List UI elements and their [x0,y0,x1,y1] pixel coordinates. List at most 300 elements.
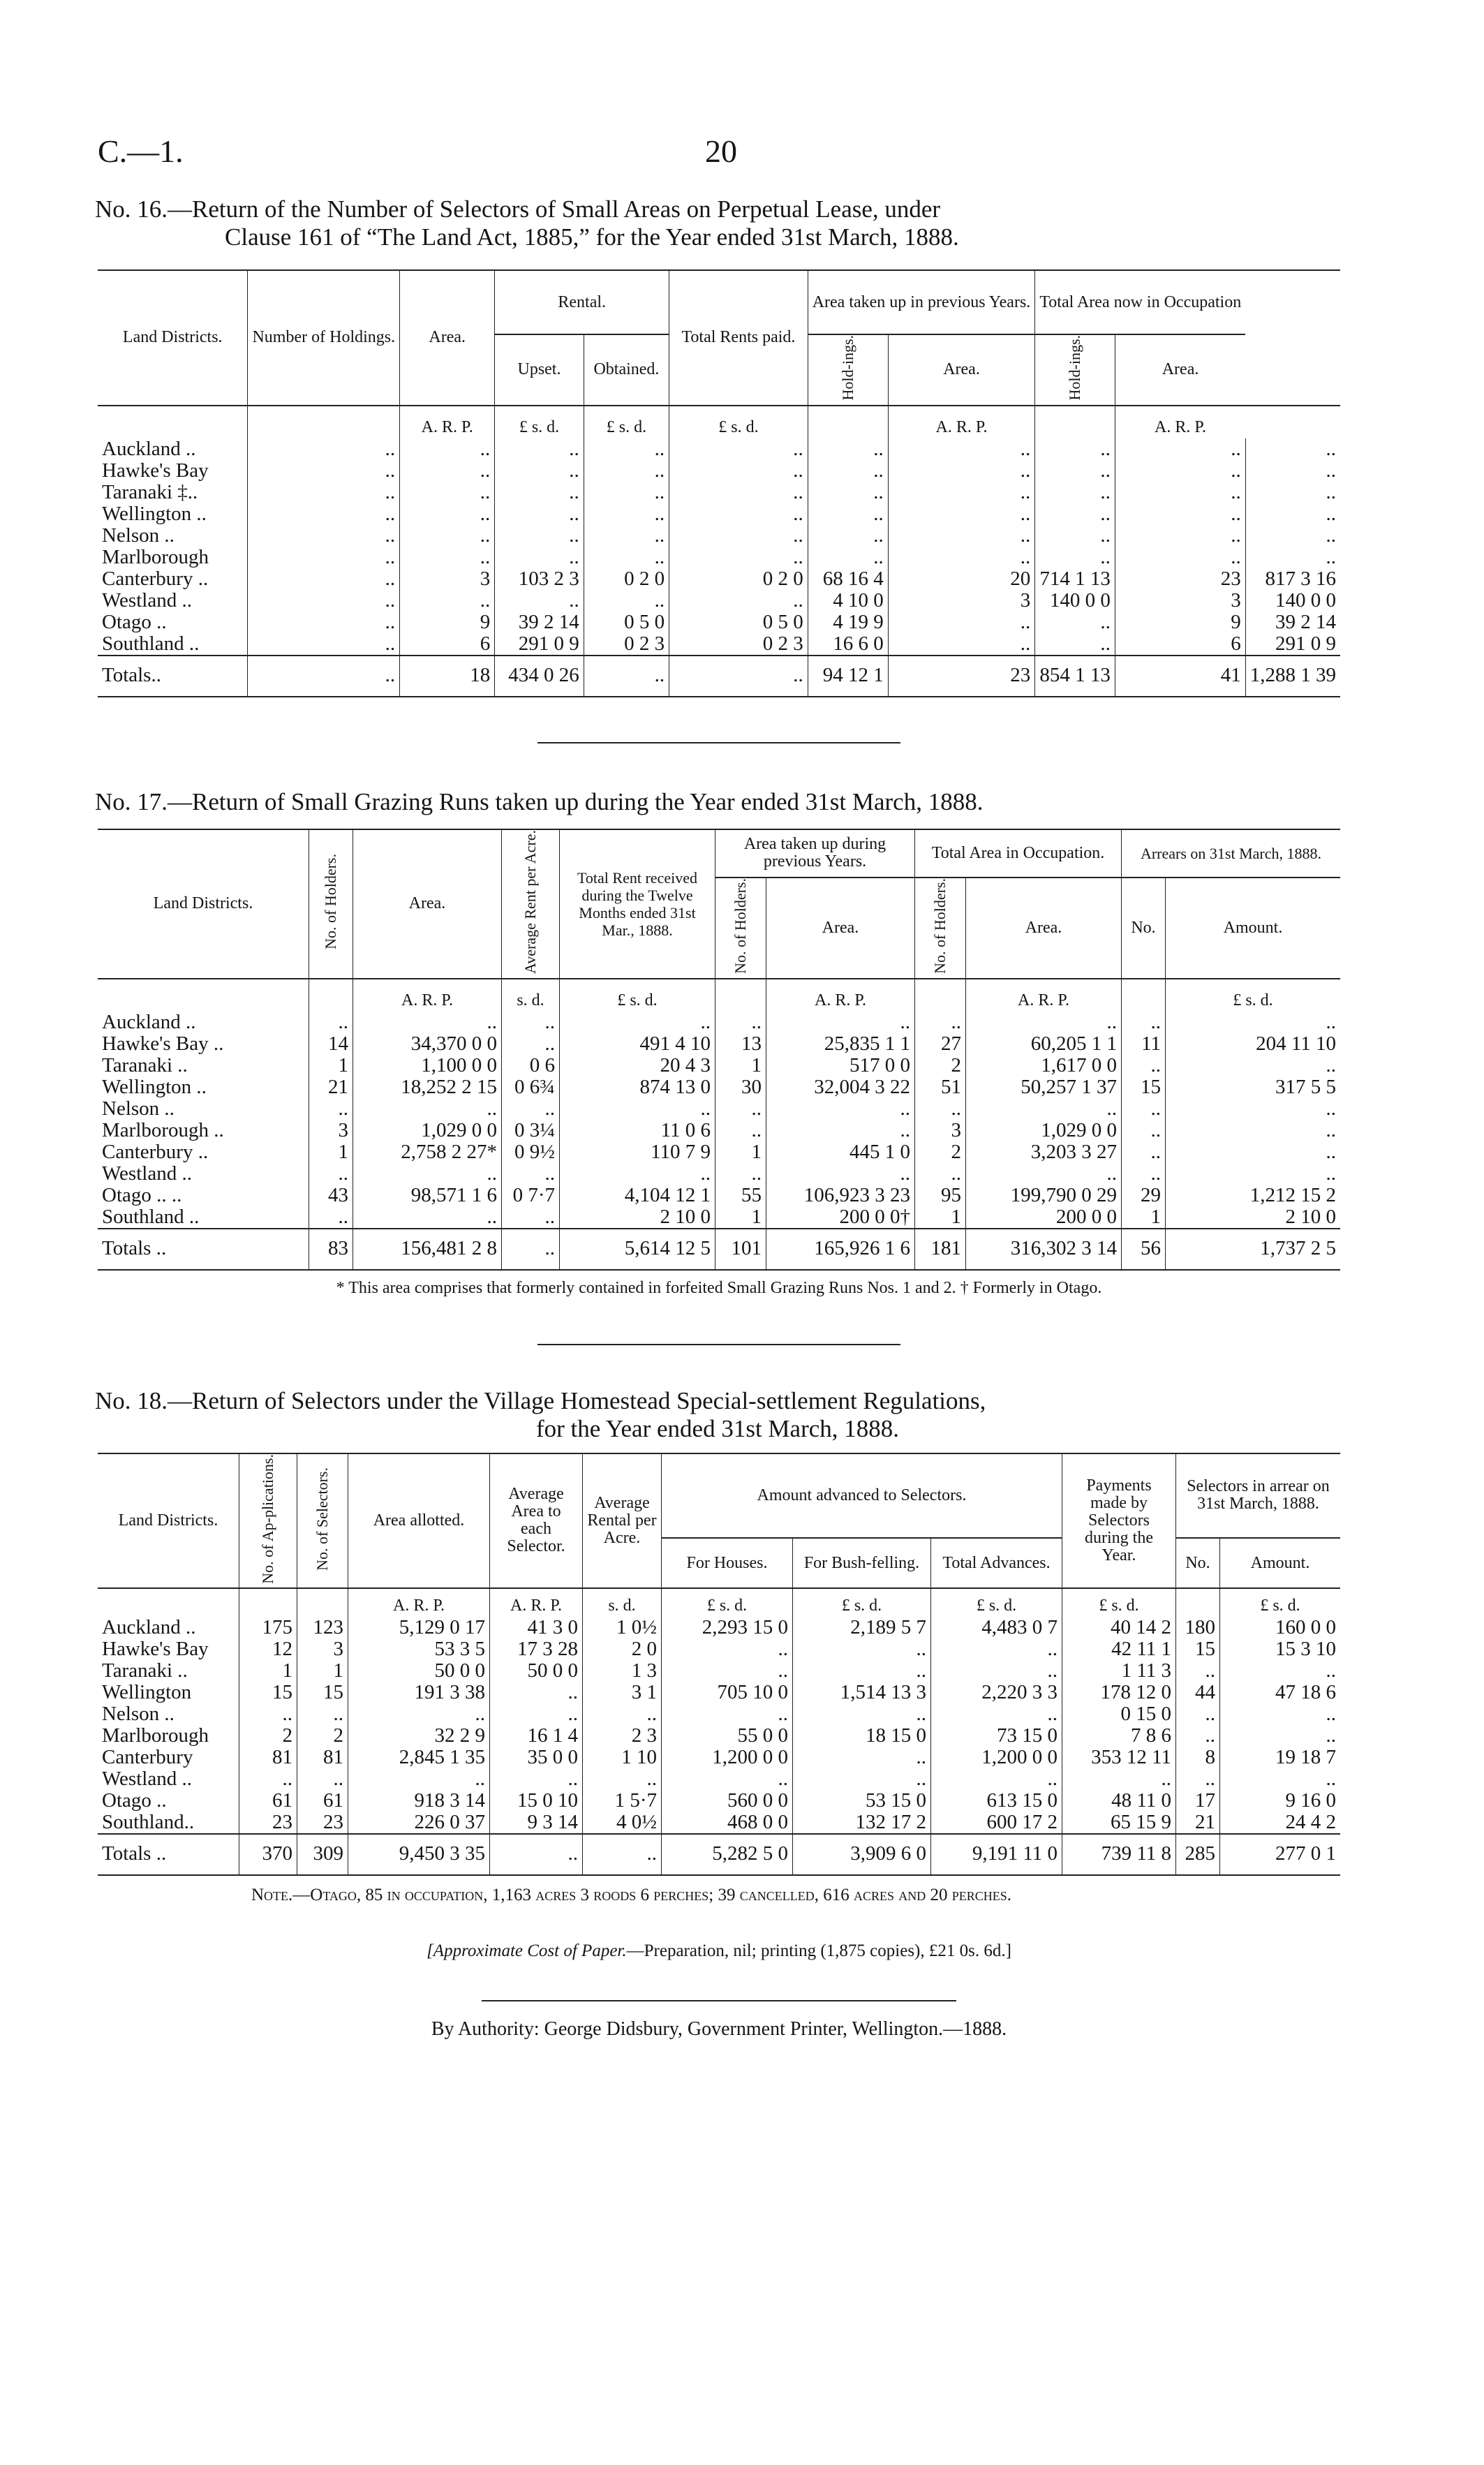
table-row [98,1682,1340,1703]
t18-col-arr-amount: Amount. [1250,1553,1310,1572]
table-cell: 61 [297,1790,348,1812]
table-cell: .. [1115,547,1245,568]
table-cell: .. [584,525,669,547]
table-cell: 2 3 [583,1725,662,1747]
table-cell: 2,189 5 7 [793,1617,931,1638]
table-cell: .. [1326,1659,1336,1682]
table17-title: No. 17.—Return of Small Grazing Runs taken up during the Year ended 31st March, 1888. [95,787,984,815]
table-cell: 83 [309,1229,353,1270]
table-cell: 11 [1122,1033,1166,1055]
table-cell: .. [1326,1162,1336,1185]
table-cell: 156,481 2 8 [353,1229,502,1270]
table-cell: 2 [915,1055,966,1076]
t18-unit: £ s. d. [931,1588,1062,1617]
table-cell: 53 15 0 [793,1790,931,1812]
table-cell: .. [248,460,400,482]
row-label: Taranaki .. [98,1055,309,1076]
table-cell: .. [1122,1120,1166,1141]
row-label: Auckland .. [98,1012,309,1033]
row-label: Taranaki .. [98,1660,239,1682]
t17-unit: £ s. d. [1233,991,1273,1009]
table-cell: 0 15 0 [1062,1703,1176,1725]
table-cell: .. [1326,545,1336,568]
row-label: Marlborough [98,547,248,568]
table18-body [98,1617,1340,1834]
table-cell: 18 15 0 [793,1725,931,1747]
t16-col-prev: Area taken up in previous Years. [808,270,1035,334]
table-row [98,525,1340,547]
table-cell: 65 15 9 [1062,1812,1176,1834]
table-cell: 918 3 14 [348,1790,490,1812]
table-cell: .. [1122,1098,1166,1120]
row-label: Southland .. [98,633,248,656]
table-cell: .. [669,525,808,547]
table-cell: 191 3 38 [348,1682,490,1703]
row-label: Nelson .. [98,1098,309,1120]
table-cell: .. [1035,503,1115,525]
table-row [98,1163,1340,1185]
table-row [98,1768,1340,1790]
table17-footnote: * This area comprises that formerly contained in forfeited Small Grazing Runs Nos. 1 and 2. † Formerly in Otago. [336,1278,1102,1297]
t16-col-upset: Upset. [495,334,584,406]
table-cell: .. [495,460,584,482]
table-cell: .. [1326,502,1336,525]
table-cell: 1 [309,1055,353,1076]
table-cell: .. [1122,1163,1166,1185]
table-cell: .. [400,460,495,482]
table-cell: 0 5 0 [669,612,808,633]
table-cell: 2 10 0 [560,1206,715,1229]
table-cell: .. [715,1098,766,1120]
table-cell: 468 0 0 [662,1812,793,1834]
table-cell: .. [715,1120,766,1141]
table-cell: .. [793,1703,931,1725]
t16-col-prev-holdings: Hold-ings. [838,335,856,401]
table-cell: 9 [400,612,495,633]
table-cell: .. [669,547,808,568]
table-cell: 4,104 12 1 [560,1185,715,1206]
table-cell: .. [502,1163,560,1185]
table-cell: 15 3 10 [1275,1638,1336,1661]
table-cell: 3 [400,568,495,590]
table-cell: 7 8 6 [1062,1725,1176,1747]
table-cell: 445 1 0 [766,1141,915,1163]
table-cell: 20 4 3 [560,1055,715,1076]
table-cell: .. [793,1747,931,1768]
table-cell: .. [966,1163,1122,1185]
table-cell: 1 [309,1141,353,1163]
table-cell: .. [353,1098,502,1120]
row-label: Nelson .. [98,525,248,547]
table-cell: .. [495,438,584,460]
table-cell: 23 [1115,568,1245,590]
table-cell: .. [584,482,669,503]
table-cell: 1 10 [583,1747,662,1768]
t18-col-houses: For Houses. [662,1538,793,1588]
table-cell: 50 0 0 [490,1660,583,1682]
row-label: Auckland .. [98,1617,239,1638]
table-cell: .. [502,1229,560,1270]
table-cell: 110 7 9 [560,1141,715,1163]
table-cell: 353 12 11 [1062,1747,1176,1768]
table-cell: 180 [1176,1617,1220,1638]
table-cell: .. [1035,438,1115,460]
table-cell: 30 [715,1076,766,1098]
t16-unit: A. R. P. [1155,417,1207,436]
table-cell: .. [669,460,808,482]
row-label: Hawke's Bay .. [98,1033,309,1055]
table16 [98,269,1340,697]
t17-col-avg-rent: Average Rent per Acre. [521,829,539,974]
table-cell: .. [248,612,400,633]
table-cell: .. [1035,482,1115,503]
t16-col-rental: Rental. [495,270,669,334]
table-cell: .. [583,1834,662,1875]
table-cell: 15 [1176,1638,1220,1660]
table-cell: 0 6¾ [502,1076,560,1098]
table-cell: .. [1035,525,1115,547]
t18-col-applications: No. of Ap-plications. [259,1453,276,1584]
table-cell: .. [1122,1012,1166,1033]
table-cell: 43 [309,1185,353,1206]
table-cell: .. [808,438,888,460]
cost-of-paper [98,1941,1340,1961]
row-label: Taranaki ‡.. [98,482,248,503]
table-cell: .. [584,438,669,460]
table-cell: 309 [297,1834,348,1875]
table-cell: 56 [1122,1229,1166,1270]
table-cell: .. [808,482,888,503]
table-cell: .. [248,525,400,547]
table-row [98,1076,1340,1098]
table-row [98,503,1340,525]
row-label: Otago .. .. [98,1185,309,1206]
table-cell: 27 [915,1033,966,1055]
t17-unit: A. R. P. [766,979,915,1012]
table-cell: 9,191 11 0 [931,1834,1062,1875]
table-cell: .. [808,503,888,525]
table-cell: 517 0 0 [766,1055,915,1076]
table-cell: .. [669,590,808,612]
table-cell: 20 [888,568,1035,590]
table-cell: .. [1326,1010,1336,1033]
row-label: Auckland .. [98,438,248,460]
table-cell: 3,203 3 27 [966,1141,1122,1163]
table-cell: 61 [239,1790,297,1812]
t18-col-avg-area: Average Area to each Selector. [490,1453,583,1589]
table-cell: 2,758 2 27* [353,1141,502,1163]
table-cell: 1,617 0 0 [966,1055,1122,1076]
table-cell: .. [1122,1055,1166,1076]
table-cell: .. [915,1163,966,1185]
table-cell: .. [793,1768,931,1790]
t18-col-arr-no: No. [1176,1538,1220,1588]
separator [482,2000,956,2001]
table-cell: 24 4 2 [1285,1811,1336,1834]
table-cell: .. [560,1098,715,1120]
table-row [98,1206,1340,1229]
table-cell: 15 [297,1682,348,1703]
table-cell: .. [348,1768,490,1790]
row-label: Totals .. [98,1834,239,1875]
table-cell: 1 [715,1055,766,1076]
table-cell: .. [583,1703,662,1725]
table-cell: 1 [1122,1206,1166,1229]
table-cell: .. [931,1660,1062,1682]
table-cell: 165,926 1 6 [766,1229,915,1270]
table-cell: 9,450 3 35 [348,1834,490,1875]
table-cell: .. [1176,1660,1220,1682]
table-cell: .. [502,1098,560,1120]
table-row [98,547,1340,568]
table-cell: 23 [239,1812,297,1834]
table-cell: .. [584,460,669,482]
t17-col-prev-area: Area. [766,878,915,979]
t16-unit: £ s. d. [495,406,584,438]
table-cell: 291 0 9 [1275,632,1336,655]
table-row [98,1638,1340,1660]
table-cell: 1 [715,1206,766,1229]
table-row [98,1012,1340,1033]
table-cell: 5,282 5 0 [662,1834,793,1875]
table-row [98,1033,1340,1055]
table-cell: .. [662,1768,793,1790]
t18-col-payments: Payments made by Selectors during the Year. [1062,1453,1176,1589]
row-label: Canterbury [98,1747,239,1768]
t18-unit: s. d. [583,1588,662,1617]
table-cell: 0 6 [502,1055,560,1076]
t16-unit: £ s. d. [584,406,669,438]
table-cell: 32,004 3 22 [766,1076,915,1098]
t16-col-land-districts: Land Districts. [98,270,248,406]
table-cell: 817 3 16 [1265,567,1336,590]
t16-col-total-rents: Total Rents paid. [669,270,808,406]
page-header [98,119,1340,175]
table-cell: 2,845 1 35 [348,1747,490,1768]
table-cell: 560 0 0 [662,1790,793,1812]
table-cell: 277 0 1 [1275,1842,1336,1865]
table-cell: .. [888,503,1035,525]
table-cell: 200 0 0† [766,1206,915,1229]
t16-col-now-area: Area. [1162,360,1199,379]
table-cell: .. [248,633,400,656]
table-row [98,1703,1340,1725]
table-cell: .. [662,1703,793,1725]
table-cell: .. [400,525,495,547]
table-cell: .. [583,1768,662,1790]
separator [537,1344,900,1345]
table-cell: 0 7·7 [502,1185,560,1206]
t16-col-now: Total Area now in Occupation [1035,270,1245,334]
document-code: C.—1. [98,133,184,169]
table-cell: 32 2 9 [348,1725,490,1747]
table-cell: .. [1326,1140,1336,1163]
table-row [98,1790,1340,1812]
table-cell: 1,288 1 39 [1249,663,1336,686]
table16-title-line1: No. 16.—Return of the Number of Selectors of Small Areas on Perpetual Lease, under [95,195,941,223]
t18-col-area-allotted: Area allotted. [348,1453,490,1589]
table-cell: 103 2 3 [495,568,584,590]
table-cell: .. [400,482,495,503]
table18-title-line1: No. 18.—Return of Selectors under the Village Homestead Special-settlement Regulations, [95,1386,986,1414]
table-cell: 13 [715,1033,766,1055]
row-label: Canterbury .. [98,568,248,590]
table-cell: 55 0 0 [662,1725,793,1747]
table-cell: 35 0 0 [490,1747,583,1768]
table-cell: .. [309,1012,353,1033]
table-cell: .. [766,1163,915,1185]
table-cell: 25,835 1 1 [766,1033,915,1055]
t16-unit: A. R. P. [888,406,1035,438]
table-cell: 42 11 1 [1062,1638,1176,1660]
t17-col-prev: Area taken up during previous Years. [715,829,915,878]
table-cell: 613 15 0 [931,1790,1062,1812]
t16-col-area: Area. [400,270,495,406]
table-cell: 16 1 4 [490,1725,583,1747]
table-cell: .. [353,1163,502,1185]
table-cell: 140 0 0 [1275,589,1336,612]
table-cell: .. [931,1638,1062,1660]
table-cell: .. [502,1033,560,1055]
table16-body [98,438,1340,656]
totals-row [98,656,1340,697]
t18-col-selectors: No. of Selectors. [313,1467,331,1571]
table-cell: .. [766,1120,915,1141]
table-cell: 2,293 15 0 [662,1617,793,1638]
t17-col-arr-no: No. [1122,878,1166,979]
table-cell: 0 2 3 [669,633,808,656]
table-cell: 1 [715,1141,766,1163]
table-cell: 9 16 0 [1285,1789,1336,1812]
table-cell: 317 5 5 [1275,1075,1336,1098]
table-cell: 714 1 13 [1035,568,1115,590]
table-cell: 1 [239,1660,297,1682]
table-cell: .. [400,590,495,612]
table-cell: .. [669,482,808,503]
t17-col-occ-area: Area. [966,878,1122,979]
table-cell: 5,129 0 17 [348,1617,490,1638]
table-cell: .. [309,1163,353,1185]
table-cell: .. [1326,1097,1336,1120]
t16-units-row [98,406,1340,438]
table-cell: .. [669,438,808,460]
table-cell: 316,302 3 14 [966,1229,1122,1270]
table-cell: .. [1326,1703,1336,1726]
table-cell: 21 [1176,1812,1220,1834]
table-row [98,1747,1340,1768]
table-cell: 226 0 37 [348,1812,490,1834]
table-cell: 3 [309,1120,353,1141]
table-cell: 2 [915,1141,966,1163]
table-row [98,438,1340,460]
table-cell: .. [669,503,808,525]
table17 [98,829,1340,1271]
table-cell: .. [793,1638,931,1660]
table-cell: .. [931,1768,1062,1790]
table-cell: .. [1326,437,1336,460]
table-cell: .. [966,1012,1122,1033]
table-cell: .. [888,482,1035,503]
row-label: Marlborough .. [98,1120,309,1141]
t17-unit: A. R. P. [966,979,1122,1012]
table-cell: .. [1115,525,1245,547]
t17-unit: s. d. [502,979,560,1012]
table-cell: 41 3 0 [490,1617,583,1638]
table-cell: 199,790 0 29 [966,1185,1122,1206]
t17-col-holders: No. of Holders. [322,854,339,949]
table-cell: 60,205 1 1 [966,1033,1122,1055]
table-cell: .. [888,438,1035,460]
totals-row [98,1229,1340,1270]
t16-unit: £ s. d. [669,406,808,438]
table-cell: .. [353,1206,502,1229]
table-cell: .. [502,1206,560,1229]
table-row [98,482,1340,503]
cost-label: [Approximate Cost of Paper. [426,1941,627,1961]
table-cell: .. [715,1163,766,1185]
table-cell: .. [584,547,669,568]
table-row [98,1055,1340,1076]
table-cell: 1,029 0 0 [966,1120,1122,1141]
table-cell: 18,252 2 15 [353,1076,502,1098]
totals-row [98,1834,1340,1875]
t16-col-holdings: Number of Holdings. [248,270,400,406]
table-cell: .. [348,1703,490,1725]
table-cell: 178 12 0 [1062,1682,1176,1703]
row-label: Southland.. [98,1812,239,1834]
table-cell: 2,220 3 3 [931,1682,1062,1703]
table-cell: .. [766,1012,915,1033]
table-cell: 739 11 8 [1062,1834,1176,1875]
t16-col-prev-area: Area. [888,334,1035,406]
table-cell: .. [888,612,1035,633]
table18-totals [98,1834,1340,1875]
table-row [98,1725,1340,1747]
table-cell: 11 0 6 [560,1120,715,1141]
table-cell: .. [1035,633,1115,656]
table-row [98,1660,1340,1682]
t17-unit: A. R. P. [353,979,502,1012]
row-label: Westland .. [98,1163,309,1185]
table18-title-line2: for the Year ended 31st March, 1888. [535,1414,900,1442]
table-cell: 16 6 0 [808,633,888,656]
table-cell: 1,212 15 2 [1249,1183,1336,1206]
table-cell: 491 4 10 [560,1033,715,1055]
table16-title-line2: Clause 161 of “The Land Act, 1885,” for the Year ended 31st March, 1888. [225,223,959,251]
t18-col-avg-rental: Average Rental per Acre. [583,1453,662,1589]
table-cell: 3 [1115,590,1245,612]
table-cell: 1 [297,1660,348,1682]
table-cell: 200 0 0 [966,1206,1122,1229]
table-cell: 1 11 3 [1062,1660,1176,1682]
table-cell: .. [808,525,888,547]
table-cell: .. [888,547,1035,568]
table-cell: .. [793,1660,931,1682]
table-cell: .. [239,1703,297,1725]
table-cell: 123 [297,1617,348,1638]
t18-col-advanced: Amount advanced to Selectors. [662,1453,1062,1539]
row-label: Hawke's Bay [98,1638,239,1660]
table-cell: 285 [1176,1834,1220,1875]
table-cell: .. [248,656,400,697]
table-cell: .. [1326,524,1336,547]
table-cell: 1,514 13 3 [793,1682,931,1703]
table-cell: .. [662,1638,793,1660]
table-cell: .. [1326,1768,1336,1791]
table-cell: 39 2 14 [495,612,584,633]
table-cell: .. [309,1206,353,1229]
table-cell: 23 [297,1812,348,1834]
